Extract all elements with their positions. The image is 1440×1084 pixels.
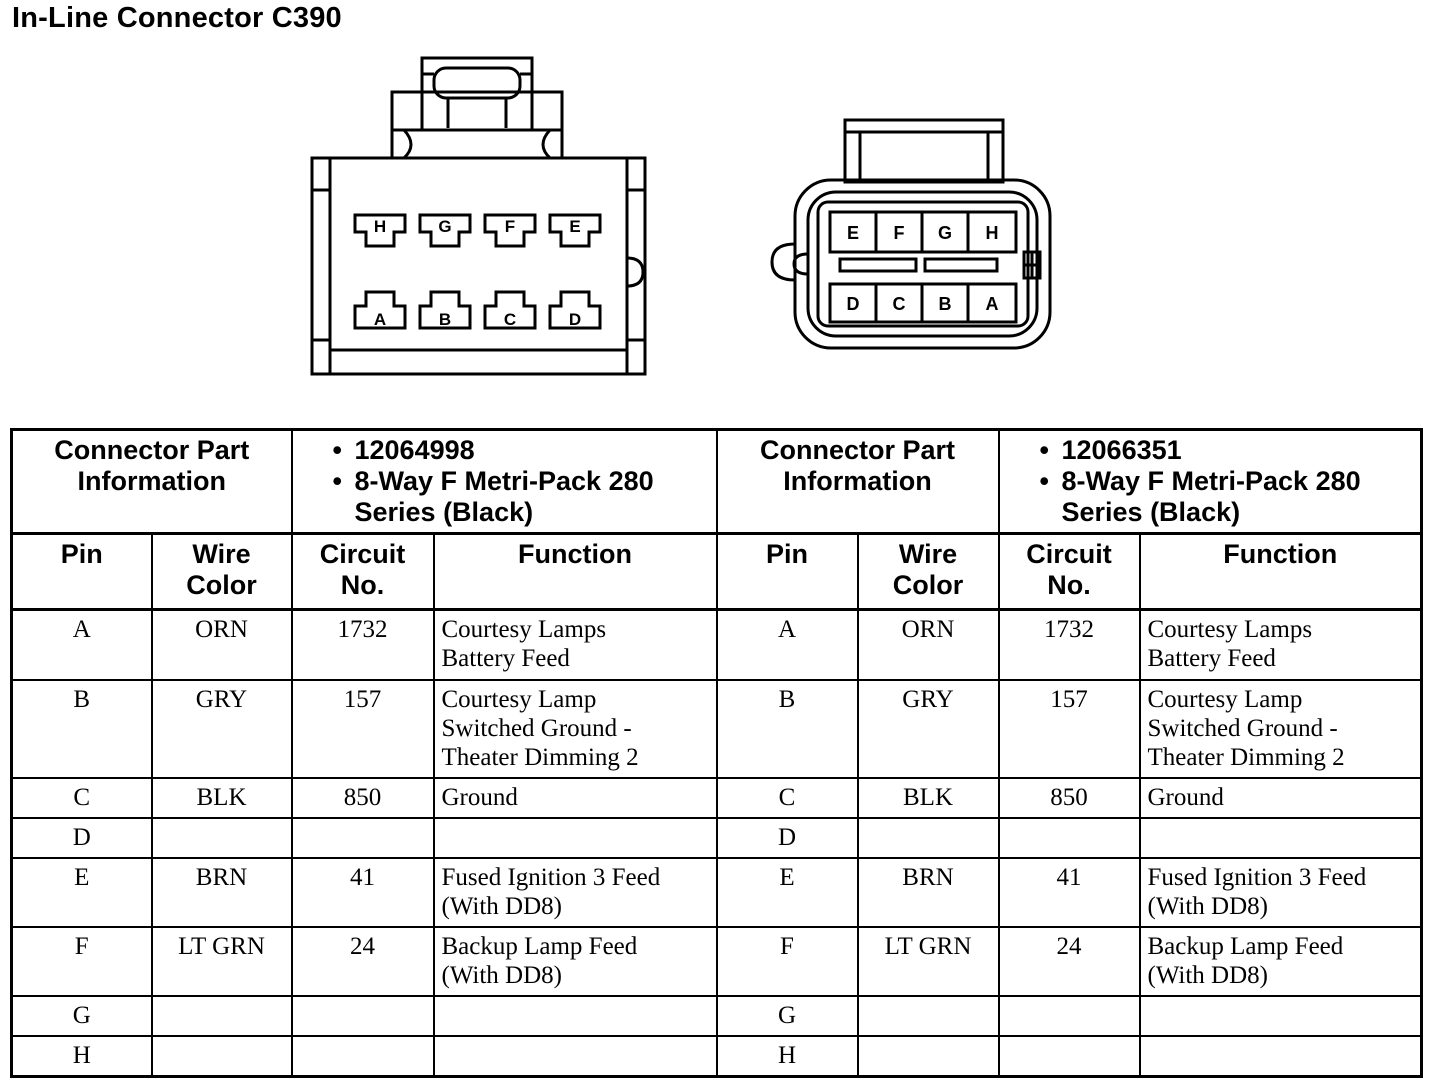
- right-cavity-label: D: [846, 294, 860, 314]
- function-cell: [1140, 996, 1422, 1036]
- function-line: Switched Ground -: [441, 714, 632, 742]
- function-cell: [434, 927, 717, 996]
- right-cavity-label: E: [846, 223, 860, 243]
- wire-color-cell: BLK: [152, 778, 292, 818]
- circuit-cell: [999, 996, 1140, 1036]
- right-part-description-cont: Series (Black): [1061, 497, 1241, 527]
- function-cell: [434, 818, 717, 858]
- left-cavity-label: E: [569, 217, 581, 236]
- wire-color-cell: GRY: [858, 680, 999, 778]
- wire-color-cell: [152, 996, 292, 1036]
- wire-color-cell: BLK: [858, 778, 999, 818]
- wire-color-cell: [152, 818, 292, 858]
- left-cavity-label: D: [568, 310, 582, 329]
- function-line: Fused Ignition 3 Feed: [441, 864, 661, 892]
- circuit-cell: [999, 1036, 1140, 1076]
- pin-cell: D: [12, 818, 152, 858]
- left-cavity-label: B: [438, 310, 452, 329]
- circuit-cell: [999, 818, 1140, 858]
- wire-color-cell: [152, 1036, 292, 1076]
- pin-cell: B: [12, 680, 152, 778]
- right-cavity-label: C: [892, 294, 906, 314]
- function-line: Battery Feed: [441, 645, 570, 673]
- left-part-description: 8-Way F Metri-Pack 280: [354, 466, 654, 496]
- function-line: Courtesy Lamp: [1147, 685, 1303, 713]
- left-cavity-label: A: [373, 310, 387, 329]
- wire-color-cell: LT GRN: [152, 927, 292, 996]
- pin-cell: E: [12, 858, 152, 927]
- right-cavity-label: B: [938, 294, 952, 314]
- left-cavity-label: G: [438, 217, 452, 236]
- table-row: [12, 610, 1422, 680]
- function-line: Fused Ignition 3 Feed: [1147, 864, 1367, 892]
- right-info-label: Connector Part Information: [717, 430, 999, 534]
- pin-cell: H: [717, 1036, 858, 1076]
- function-cell: [1140, 858, 1422, 927]
- right-cavity-label: A: [985, 294, 999, 314]
- col-header-wire-color: Wire Color: [152, 534, 292, 610]
- right-cavity-label: F: [893, 223, 905, 243]
- table-row: [12, 778, 1422, 818]
- pin-cell: C: [12, 778, 152, 818]
- col-header-pin: Pin: [12, 534, 152, 610]
- function-line: Backup Lamp Feed: [1147, 933, 1344, 961]
- col-header-pin: Pin: [717, 534, 858, 610]
- function-cell: [434, 1036, 717, 1076]
- left-part-number: 12064998: [354, 435, 475, 465]
- connector-right-diagram: [760, 112, 1060, 357]
- function-cell: [1140, 680, 1422, 778]
- circuit-cell: 41: [999, 858, 1140, 927]
- pin-cell: G: [717, 996, 858, 1036]
- wire-color-cell: BRN: [858, 858, 999, 927]
- col-header-circuit: Circuit No.: [999, 534, 1140, 610]
- circuit-cell: 24: [999, 927, 1140, 996]
- function-line: (With DD8): [1147, 962, 1268, 990]
- function-cell: [434, 680, 717, 778]
- circuit-cell: 850: [999, 778, 1140, 818]
- wire-color-cell: ORN: [858, 610, 999, 680]
- pin-cell: B: [717, 680, 858, 778]
- table-row: [12, 818, 1422, 858]
- circuit-cell: 24: [292, 927, 434, 996]
- table-row: [12, 927, 1422, 996]
- function-cell: [1140, 1036, 1422, 1076]
- circuit-cell: 850: [292, 778, 434, 818]
- circuit-cell: 1732: [999, 610, 1140, 680]
- function-cell: [434, 996, 717, 1036]
- left-cavity-label: F: [504, 217, 516, 236]
- left-cavity-label: H: [373, 217, 387, 236]
- pin-cell: G: [12, 996, 152, 1036]
- table-row: [12, 858, 1422, 927]
- function-line: Courtesy Lamps: [441, 616, 607, 644]
- function-cell: [434, 778, 717, 818]
- function-line: Battery Feed: [1147, 645, 1276, 673]
- left-info-label: Connector Part Information: [12, 430, 292, 534]
- function-cell: [434, 858, 717, 927]
- pinout-table: [10, 428, 1423, 1078]
- col-header-circuit: Circuit No.: [292, 534, 434, 610]
- page-title: In-Line Connector C390: [12, 2, 342, 34]
- pin-cell: C: [717, 778, 858, 818]
- left-part-info: • 12064998 • 8-Way F Metri-Pack 280 Series (Black): [292, 430, 717, 534]
- wire-color-cell: [858, 996, 999, 1036]
- part-info-row: [12, 430, 1422, 534]
- function-line: (With DD8): [441, 893, 562, 921]
- pin-cell: A: [717, 610, 858, 680]
- function-cell: [1140, 778, 1422, 818]
- function-line: (With DD8): [441, 962, 562, 990]
- function-cell: [1140, 610, 1422, 680]
- wire-color-cell: LT GRN: [858, 927, 999, 996]
- function-line: Ground: [1147, 784, 1224, 811]
- left-part-description-cont: Series (Black): [354, 497, 534, 527]
- function-line: Theater Dimming 2: [1147, 743, 1345, 771]
- wire-color-cell: [858, 1036, 999, 1076]
- right-cavity-label: G: [937, 223, 953, 243]
- circuit-cell: 1732: [292, 610, 434, 680]
- col-header-wire-color: Wire Color: [858, 534, 999, 610]
- function-line: Theater Dimming 2: [441, 743, 639, 771]
- wire-color-cell: GRY: [152, 680, 292, 778]
- right-part-description: 8-Way F Metri-Pack 280: [1061, 466, 1361, 496]
- wire-color-cell: [858, 818, 999, 858]
- pin-cell: E: [717, 858, 858, 927]
- col-header-function: Function: [434, 534, 717, 610]
- right-part-info: • 12066351 • 8-Way F Metri-Pack 280 Series (Black): [999, 430, 1422, 534]
- pin-cell: F: [12, 927, 152, 996]
- left-cavity-label: C: [503, 310, 517, 329]
- circuit-cell: [292, 1036, 434, 1076]
- function-line: Switched Ground -: [1147, 714, 1338, 742]
- function-line: (With DD8): [1147, 893, 1268, 921]
- circuit-cell: [292, 996, 434, 1036]
- wire-color-cell: ORN: [152, 610, 292, 680]
- wire-color-cell: BRN: [152, 858, 292, 927]
- table-row: [12, 1036, 1422, 1076]
- pin-cell: F: [717, 927, 858, 996]
- pin-cell: A: [12, 610, 152, 680]
- pin-cell: D: [717, 818, 858, 858]
- function-line: Backup Lamp Feed: [441, 933, 638, 961]
- connector-left-diagram: [300, 50, 660, 385]
- function-cell: [434, 610, 717, 680]
- right-cavity-label: H: [985, 223, 999, 243]
- function-line: Courtesy Lamp: [441, 685, 597, 713]
- function-line: Courtesy Lamps: [1147, 616, 1313, 644]
- right-part-number: 12066351: [1061, 435, 1182, 465]
- table-row: [12, 680, 1422, 778]
- circuit-cell: [292, 818, 434, 858]
- col-header-function: Function: [1140, 534, 1422, 610]
- column-header-row: [12, 534, 1422, 610]
- function-cell: [1140, 927, 1422, 996]
- function-line: Ground: [441, 784, 518, 811]
- circuit-cell: 41: [292, 858, 434, 927]
- function-cell: [1140, 818, 1422, 858]
- table-row: [12, 996, 1422, 1036]
- circuit-cell: 157: [292, 680, 434, 778]
- circuit-cell: 157: [999, 680, 1140, 778]
- pin-cell: H: [12, 1036, 152, 1076]
